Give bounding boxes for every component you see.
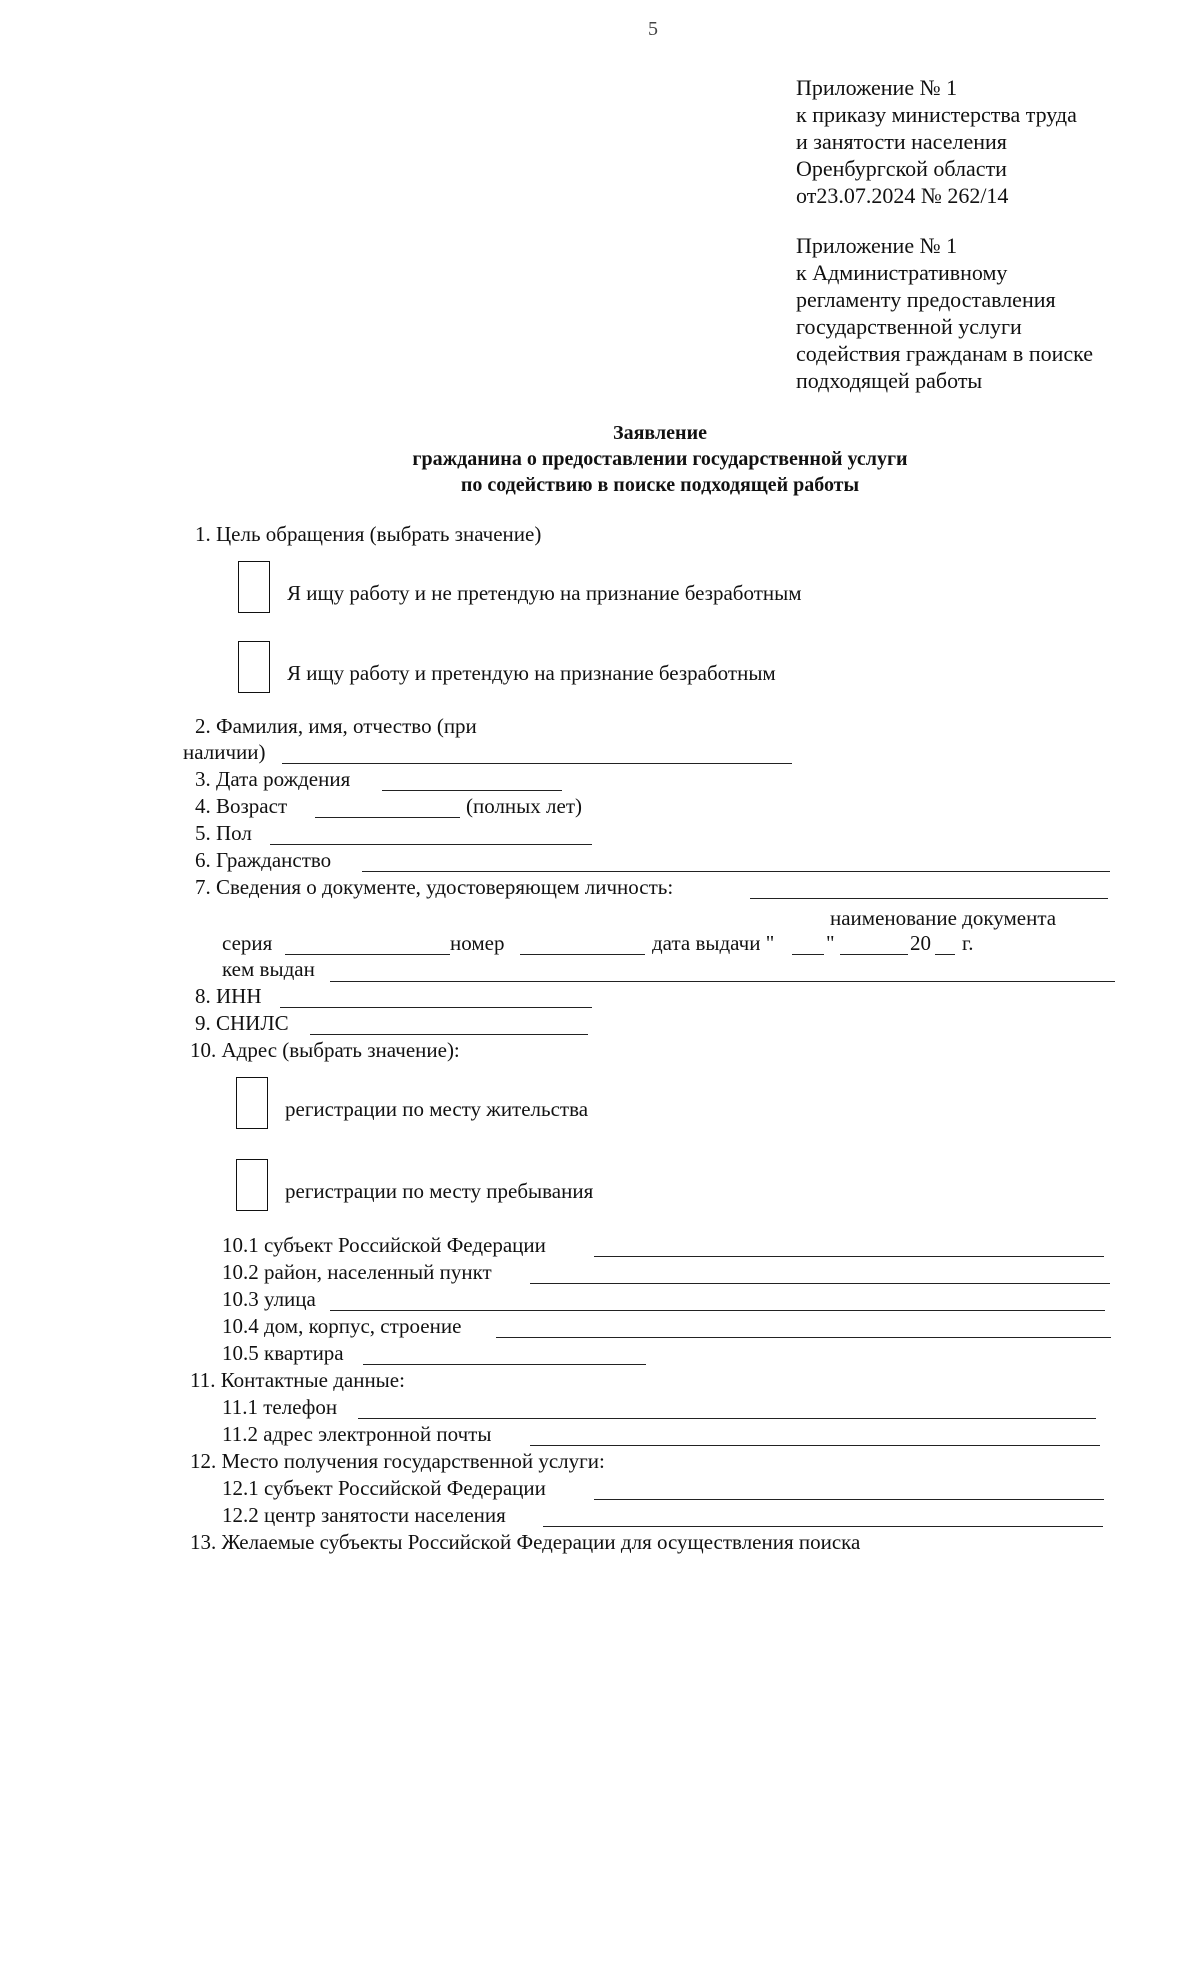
page-number: 5 xyxy=(648,18,658,40)
fio-label-cont: наличии) xyxy=(183,740,266,764)
purpose-option2-checkbox[interactable] xyxy=(238,641,270,693)
fio-field[interactable] xyxy=(282,763,792,764)
id-doc-issue-year-field[interactable] xyxy=(935,954,955,955)
contacts-phone-label: 11.1 телефон xyxy=(222,1395,338,1419)
age-suffix: (полных лет) xyxy=(466,794,583,818)
contacts-phone-field[interactable] xyxy=(358,1418,1096,1419)
id-doc-issue-day-field[interactable] xyxy=(792,954,824,955)
age-label: 4. Возраст xyxy=(195,794,288,818)
address-apartment-field[interactable] xyxy=(363,1364,646,1365)
document-title: Заявление xyxy=(613,422,707,444)
birth-date-field[interactable] xyxy=(382,790,562,791)
appendix-order-line: и занятости населения xyxy=(796,129,1007,154)
appendix-order-line: Приложение № 1 xyxy=(796,75,958,100)
purpose-label: 1. Цель обращения (выбрать значение) xyxy=(195,522,542,546)
appendix-order-line: от23.07.2024 № 262/14 xyxy=(796,183,1009,208)
purpose-option1-checkbox[interactable] xyxy=(238,561,270,613)
inn-label: 8. ИНН xyxy=(195,984,262,1008)
address-label: 10. Адрес (выбрать значение): xyxy=(190,1038,460,1062)
service-place-subject-label: 12.1 субъект Российской Федерации xyxy=(222,1476,546,1500)
birth-date-label: 3. Дата рождения xyxy=(195,767,351,791)
id-doc-series-label: серия xyxy=(222,931,273,955)
appendix-reglament-line: Приложение № 1 xyxy=(796,233,958,258)
contacts-email-label: 11.2 адрес электронной почты xyxy=(222,1422,492,1446)
appendix-reglament-line: к Административному xyxy=(796,260,1008,285)
address-subject-label: 10.1 субъект Российской Федерации xyxy=(222,1233,546,1257)
address-street-field[interactable] xyxy=(330,1310,1105,1311)
address-option2-label: регистрации по месту пребывания xyxy=(285,1179,594,1203)
appendix-reglament-line: содействия гражданам в поиске xyxy=(796,341,1094,366)
address-district-field[interactable] xyxy=(530,1283,1110,1284)
snils-field[interactable] xyxy=(310,1034,588,1035)
citizenship-field[interactable] xyxy=(362,871,1110,872)
id-doc-series-field[interactable] xyxy=(285,954,450,955)
id-doc-issue-date-label: дата выдачи " xyxy=(652,931,775,955)
id-doc-issue-date-quote: " xyxy=(826,931,835,955)
service-place-center-field[interactable] xyxy=(543,1526,1103,1527)
snils-label: 9. СНИЛС xyxy=(195,1011,289,1035)
address-option1-checkbox[interactable] xyxy=(236,1077,268,1129)
id-doc-issued-by-label: кем выдан xyxy=(222,957,315,981)
id-doc-year-suffix: г. xyxy=(962,931,974,955)
appendix-order-line: Оренбургской области xyxy=(796,156,1007,181)
address-option1-label: регистрации по месту жительства xyxy=(285,1097,589,1121)
id-doc-name-caption: наименование документа xyxy=(830,906,1057,930)
purpose-option1-label: Я ищу работу и не претендую на признание безработным xyxy=(287,581,802,605)
appendix-reglament-line: подходящей работы xyxy=(796,368,983,393)
document-subtitle: гражданина о предоставлении государственной услуги xyxy=(412,448,908,470)
contacts-label: 11. Контактные данные: xyxy=(190,1368,405,1392)
document-subtitle: по содействию в поиске подходящей работы xyxy=(460,474,860,496)
id-doc-name-field[interactable] xyxy=(750,898,1108,899)
address-option2-checkbox[interactable] xyxy=(236,1159,268,1211)
address-house-label: 10.4 дом, корпус, строение xyxy=(222,1314,462,1338)
address-subject-field[interactable] xyxy=(594,1256,1104,1257)
service-place-subject-field[interactable] xyxy=(594,1499,1104,1500)
fio-label: 2. Фамилия, имя, отчество (при xyxy=(195,714,477,738)
service-place-label: 12. Место получения государственной услуги: xyxy=(190,1449,605,1473)
desired-regions-label: 13. Желаемые субъекты Российской Федерации для осуществления поиска xyxy=(190,1530,861,1554)
appendix-order-line: к приказу министерства труда xyxy=(796,102,1077,127)
id-doc-number-label: номер xyxy=(450,931,505,955)
purpose-option2-label: Я ищу работу и претендую на признание безработным xyxy=(287,661,776,685)
id-doc-number-field[interactable] xyxy=(520,954,645,955)
citizenship-label: 6. Гражданство xyxy=(195,848,332,872)
address-house-field[interactable] xyxy=(496,1337,1111,1338)
appendix-reglament-line: государственной услуги xyxy=(796,314,1022,339)
inn-field[interactable] xyxy=(280,1007,592,1008)
sex-field[interactable] xyxy=(270,844,592,845)
id-doc-year-prefix: 20 xyxy=(910,931,931,955)
id-doc-label: 7. Сведения о документе, удостоверяющем личность: xyxy=(195,875,674,899)
service-place-center-label: 12.2 центр занятости населения xyxy=(222,1503,506,1527)
address-district-label: 10.2 район, населенный пункт xyxy=(222,1260,492,1284)
id-doc-issue-month-field[interactable] xyxy=(840,954,908,955)
age-field[interactable] xyxy=(315,817,460,818)
address-street-label: 10.3 улица xyxy=(222,1287,316,1311)
appendix-reglament-line: регламенту предоставления xyxy=(796,287,1056,312)
sex-label: 5. Пол xyxy=(195,821,252,845)
id-doc-issued-by-field[interactable] xyxy=(330,981,1115,982)
contacts-email-field[interactable] xyxy=(530,1445,1100,1446)
address-apartment-label: 10.5 квартира xyxy=(222,1341,344,1365)
